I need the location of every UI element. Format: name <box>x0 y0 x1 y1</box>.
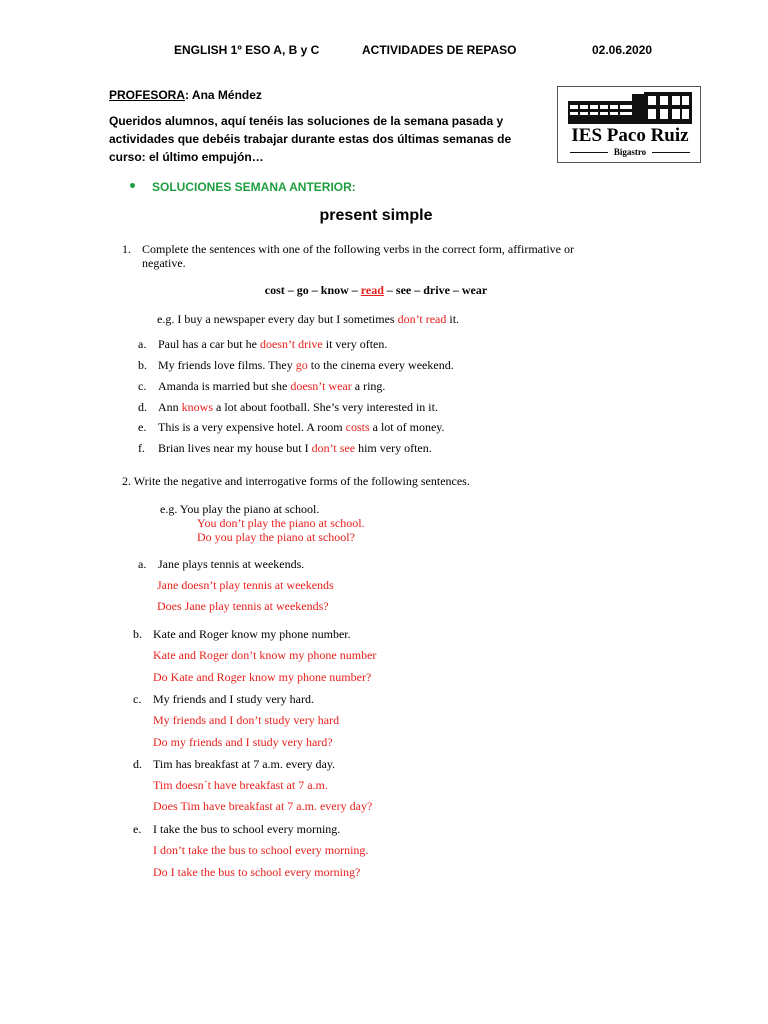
exercise1-item <box>138 420 445 435</box>
item-negative: My friends and I don’t study very hard <box>153 713 340 727</box>
item-letter: e. <box>133 822 142 836</box>
item-negative: Jane doesn’t play tennis at weekends <box>157 578 334 592</box>
date-label: 02.06.2020 <box>592 43 653 57</box>
exercise1-item <box>138 337 387 352</box>
item-question: Do my friends and I study very hard? <box>153 735 333 749</box>
item-letter: a. <box>138 557 147 571</box>
teacher-separator: : <box>185 88 190 102</box>
item-letter: b. <box>138 358 147 372</box>
exercise2-example-negative: You don’t play the piano at school. <box>197 516 365 530</box>
exercise2-item <box>138 557 304 572</box>
verb-list-part: – see – drive – wear <box>383 283 488 297</box>
exercise1-item <box>138 400 438 415</box>
item-text: Amanda is married but she <box>158 379 291 393</box>
item-text: it very often. <box>322 337 388 351</box>
item-answer: doesn’t wear <box>290 379 352 393</box>
item-sentence: My friends and I study very hard. <box>153 692 314 706</box>
intro-line: Queridos alumnos, aquí tenéis las soluciones de la semana pasada y <box>109 114 504 128</box>
item-text: a lot about football. She’s very interested in it. <box>213 400 438 414</box>
exercise1-instruction-cont: negative. <box>142 256 186 270</box>
item-text: Paul has a car but he <box>158 337 260 351</box>
item-text: Ann <box>158 400 182 414</box>
item-letter: a. <box>138 337 147 351</box>
item-answer: go <box>295 358 308 372</box>
item-text: him very often. <box>355 441 432 455</box>
teacher-label: PROFESORA <box>109 88 186 102</box>
intro-paragraph <box>109 112 549 166</box>
item-text: This is a very expensive hotel. A room <box>158 420 346 434</box>
exercise1-item <box>138 441 432 456</box>
item-letter: e. <box>138 420 147 434</box>
verb-list-part: cost – go – know – <box>264 283 361 297</box>
exercise1-item <box>138 379 385 394</box>
item-question: Does Tim have breakfast at 7 a.m. every day? <box>153 799 373 813</box>
item-letter: b. <box>133 627 142 641</box>
exercise2-instruction: 2. Write the negative and interrogative forms of the following sentences. <box>122 474 470 488</box>
item-letter: d. <box>133 757 142 771</box>
logo-school-name: IES Paco Ruiz <box>571 125 689 146</box>
exercise1-item <box>138 358 454 373</box>
verb-list-highlight: read <box>360 283 384 297</box>
section-heading <box>130 180 356 194</box>
item-sentence: Kate and Roger know my phone number. <box>153 627 351 641</box>
verb-list <box>0 283 752 298</box>
item-letter: c. <box>133 692 142 706</box>
exercise2-item <box>133 822 340 837</box>
teacher-line <box>109 88 262 102</box>
item-sentence: Tim has breakfast at 7 a.m. every day. <box>153 757 336 771</box>
teacher-name: Ana Méndez <box>189 88 262 102</box>
item-text: a ring. <box>351 379 386 393</box>
item-question: Does Jane play tennis at weekends? <box>157 599 329 613</box>
item-negative: Kate and Roger don’t know my phone number <box>153 648 377 662</box>
document-header <box>0 43 768 63</box>
exercise1-number: 1. <box>122 242 131 256</box>
example-suffix: it. <box>446 312 460 326</box>
item-text: a lot of money. <box>369 420 445 434</box>
item-negative: Tim doesn´t have breakfast at 7 a.m. <box>153 778 328 792</box>
school-logo <box>557 86 701 163</box>
item-letter: c. <box>138 379 147 393</box>
intro-line: actividades que debéis trabajar durante estas dos últimas semanas de <box>109 132 512 146</box>
item-text: My friends love films. They <box>158 358 296 372</box>
item-sentence: I take the bus to school every morning. <box>153 822 341 836</box>
item-text: to the cinema every weekend. <box>307 358 454 372</box>
item-negative: I don’t take the bus to school every morning. <box>153 843 369 857</box>
exercise1-example <box>157 312 459 327</box>
exercise2-item <box>133 627 351 642</box>
exercise2-item <box>133 757 335 772</box>
item-answer: don’t see <box>311 441 356 455</box>
item-letter: d. <box>138 400 147 414</box>
logo-rule-right <box>652 152 690 153</box>
exercise1-instruction: Complete the sentences with one of the following verbs in the correct form, affirmative or <box>142 242 574 256</box>
logo-town: Bigastro <box>613 147 647 157</box>
item-letter: f. <box>138 441 145 455</box>
example-answer: don’t read <box>397 312 447 326</box>
worksheet-title: present simple <box>319 207 433 224</box>
bullet-icon <box>130 183 135 188</box>
item-answer: knows <box>181 400 214 414</box>
item-text: Brian lives near my house but I <box>158 441 312 455</box>
section-heading-text: SOLUCIONES SEMANA ANTERIOR: <box>152 180 356 194</box>
activity-label: ACTIVIDADES DE REPASO <box>362 43 517 57</box>
exercise2-example-question: Do you play the piano at school? <box>197 530 355 544</box>
intro-line: curso: el último empujón… <box>109 150 264 164</box>
item-answer: costs <box>345 420 370 434</box>
item-question: Do Kate and Roger know my phone number? <box>153 670 372 684</box>
exercise2-example-sentence: e.g. You play the piano at school. <box>160 502 320 516</box>
item-question: Do I take the bus to school every morning? <box>153 865 361 879</box>
example-prefix: e.g. I buy a newspaper every day but I sometimes <box>157 312 398 326</box>
item-answer: doesn’t drive <box>259 337 323 351</box>
building-icon <box>568 92 692 124</box>
course-label: ENGLISH 1º ESO A, B y C <box>174 43 320 57</box>
item-sentence: Jane plays tennis at weekends. <box>158 557 305 571</box>
exercise2-item <box>133 692 314 707</box>
